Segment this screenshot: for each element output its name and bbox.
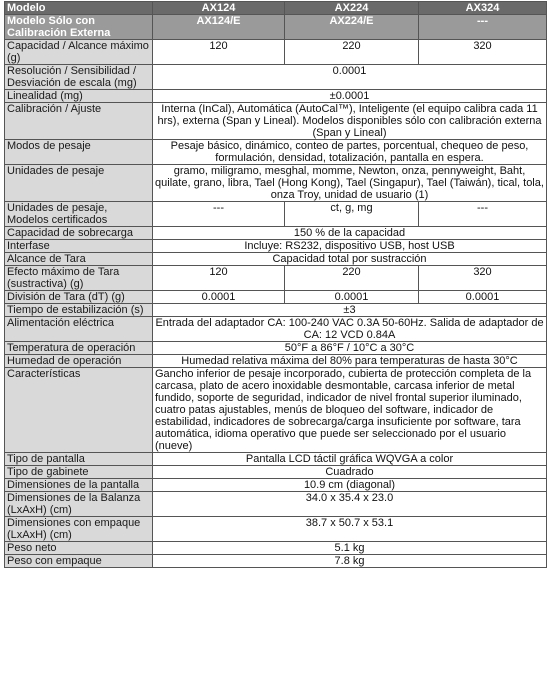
row-label: Calibración / Ajuste <box>5 103 153 140</box>
model-ax124: AX124 <box>153 2 285 15</box>
model-ax224: AX224 <box>285 2 419 15</box>
row-value: Pantalla LCD táctil gráfica WQVGA a color <box>153 453 547 466</box>
row-label: Linealidad (mg) <box>5 90 153 103</box>
row-label: Dimensiones de la Balanza (LxAxH) (cm) <box>5 492 153 517</box>
row-label: Capacidad de sobrecarga <box>5 227 153 240</box>
row-value: Pesaje básico, dinámico, conteo de partes, porcentual, chequeo de peso, formulación, densidad, totalización, pantalla en espera. <box>153 140 547 165</box>
row-label: Peso neto <box>5 542 153 555</box>
table-row <box>5 90 547 103</box>
ext-model-1: AX124/E <box>153 15 285 40</box>
row-value: gramo, miligramo, mesghal, momme, Newton, onza, pennyweight, Baht, quilate, grano, libra, Tael (Hong Kong), Tael (Singapur), Tael (Taiwán), tical, tola, onza Troy, unidad de usuario (1) <box>153 165 547 202</box>
row-value: 0.0001 <box>153 65 547 90</box>
row-value: 150 % de la capacidad <box>153 227 547 240</box>
row-value: Humedad relativa máxima del 80% para temperaturas de hasta 30°C <box>153 355 547 368</box>
table-row <box>5 103 547 140</box>
row-value: 120 <box>153 266 285 291</box>
row-value: Incluye: RS232, dispositivo USB, host USB <box>153 240 547 253</box>
table-row <box>5 342 547 355</box>
row-value: ±3 <box>153 304 547 317</box>
table-row <box>5 40 547 65</box>
row-value: 220 <box>285 40 419 65</box>
table-row <box>5 555 547 568</box>
row-label: Efecto máximo de Tara (sustractiva) (g) <box>5 266 153 291</box>
row-value: ±0.0001 <box>153 90 547 103</box>
table-row <box>5 140 547 165</box>
table-row <box>5 65 547 90</box>
row-value: 320 <box>419 40 547 65</box>
table-row <box>5 542 547 555</box>
row-label: Características <box>5 368 153 453</box>
row-value: 7.8 kg <box>153 555 547 568</box>
row-value: 0.0001 <box>419 291 547 304</box>
table-row <box>5 479 547 492</box>
row-label: Dimensiones de la pantalla <box>5 479 153 492</box>
row-value: Capacidad total por sustracción <box>153 253 547 266</box>
model-ax324: AX324 <box>419 2 547 15</box>
row-value: Entrada del adaptador CA: 100-240 VAC 0.3A 50-60Hz. Salida de adaptador de CA: 12 VCD 0.84A <box>153 317 547 342</box>
row-label: Tipo de pantalla <box>5 453 153 466</box>
header-row-model <box>5 2 547 15</box>
row-value: 120 <box>153 40 285 65</box>
row-label: Unidades de pesaje, Modelos certificados <box>5 202 153 227</box>
table-row <box>5 492 547 517</box>
row-label: Resolución / Sensibilidad / Desviación de escala (mg) <box>5 65 153 90</box>
row-value: 5.1 kg <box>153 542 547 555</box>
row-label: Peso con empaque <box>5 555 153 568</box>
row-value: ct, g, mg <box>285 202 419 227</box>
row-value: Interna (InCal), Automática (AutoCal™), Inteligente (el equipo calibra cada 11 hrs), externa (Span y Lineal). Modelos disponibles sólo con calibración externa (Span y Lineal) <box>153 103 547 140</box>
row-label: Humedad de operación <box>5 355 153 368</box>
row-label: Tipo de gabinete <box>5 466 153 479</box>
ext-header-label: Modelo Sólo con Calibración Externa <box>5 15 153 40</box>
ext-model-3: --- <box>419 15 547 40</box>
row-label: División de Tara (dT) (g) <box>5 291 153 304</box>
table-row <box>5 453 547 466</box>
table-row <box>5 368 547 453</box>
row-label: Dimensiones con empaque (LxAxH) (cm) <box>5 517 153 542</box>
row-value: 38.7 x 50.7 x 53.1 <box>153 517 547 542</box>
row-value: 320 <box>419 266 547 291</box>
table-row <box>5 227 547 240</box>
table-row <box>5 317 547 342</box>
table-row <box>5 165 547 202</box>
header-row-external <box>5 15 547 40</box>
row-value: 0.0001 <box>285 291 419 304</box>
row-value: Cuadrado <box>153 466 547 479</box>
table-row <box>5 355 547 368</box>
row-label: Capacidad / Alcance máximo (g) <box>5 40 153 65</box>
table-row <box>5 291 547 304</box>
spec-table <box>4 1 547 568</box>
table-row <box>5 266 547 291</box>
table-row <box>5 466 547 479</box>
table-row <box>5 253 547 266</box>
row-value: 0.0001 <box>153 291 285 304</box>
row-value: 50°F a 86°F / 10°C a 30°C <box>153 342 547 355</box>
row-value: 220 <box>285 266 419 291</box>
row-label: Modos de pesaje <box>5 140 153 165</box>
ext-model-2: AX224/E <box>285 15 419 40</box>
table-row <box>5 304 547 317</box>
row-label: Tiempo de estabilización (s) <box>5 304 153 317</box>
row-value: --- <box>153 202 285 227</box>
row-label: Alimentación eléctrica <box>5 317 153 342</box>
table-row <box>5 202 547 227</box>
row-label: Interfase <box>5 240 153 253</box>
row-value: --- <box>419 202 547 227</box>
row-value: 34.0 x 35.4 x 23.0 <box>153 492 547 517</box>
row-label: Alcance de Tara <box>5 253 153 266</box>
table-row <box>5 240 547 253</box>
row-value: 10.9 cm (diagonal) <box>153 479 547 492</box>
table-row <box>5 517 547 542</box>
row-label: Unidades de pesaje <box>5 165 153 202</box>
row-value: Gancho inferior de pesaje incorporado, cubierta de protección completa de la carcasa, plato de acero inoxidable desmontable, carcasa inferior de metal fundido, soporte de seguridad, indicador de nivel frontal superior iluminado, cuatro patas ajustables, menús de bloqueo del software, indicador de estabilidad, indicadores de sobrecarga/carga insuficiente por software, tara automática, idioma operativo que puede ser seleccionado por el usuario (nueve) <box>153 368 547 453</box>
model-header-label: Modelo <box>5 2 153 15</box>
row-label: Temperatura de operación <box>5 342 153 355</box>
